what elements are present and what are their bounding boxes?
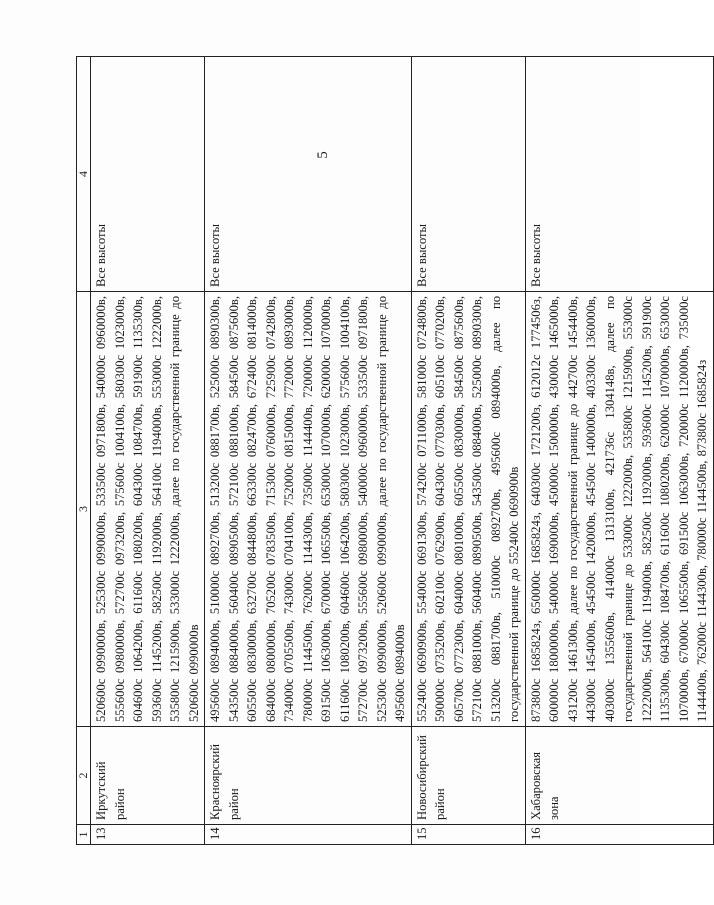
row-number: 13 — [91, 825, 205, 845]
zone-heights: Все высоты — [91, 57, 205, 292]
zone-coordinates: 873800с 1685824з, 650000с 1685824з, 640300с 1721200з, 612012с 1774506з, 600000с 1800000в, 540000с 1690000в, 450000с 1500000в, 430000с 1465000в, 431200с 1461300в, далее по государственной границе до 442700с 1454400в, 443000с 1454000в, 454500с 1420000в, 454500с 1400000в, 403300с 1360000в, 403000с 1355600в, 414000с 1313100в, 421736с 1304148в, далее по государственной границе до 533000с 1222000в, 535800с 1215900в, 553000с 1222000в, 564100с 1194000в, 582500с 1192000в, 593600с 1145200в, 591900с 1135300в, 604300с 1084700в, 611600с 1080200в, 620000с 1070000в, 653000с 1070000в, 670000с 1065500в, 691500с 1063000в, 720000с 1120000в, 735000с 1144400в, 762000с 1144300в, 780000с 1144500в, 873800с 1685824з — [525, 292, 713, 727]
page-number: 5 — [315, 151, 331, 159]
rotated-table-wrapper — [76, 57, 709, 845]
zone-coordinates: 552400с 0690900в, 554000с 0691300в, 574200с 0711000в, 581000с 0724800в, 590000с 0735200в, 602100с 0762900в, 604300с 0770300в, 605100с 0770200в, 605700с 0772300в, 604000с 0801000в, 605500с 0830000в, 584500с 0875600в, 572100с 0881000в, 560400с 0890500в, 543500с 0884000в, 525000с 0890300в, 513200с 0881700в, 510000с 0892700в, 495600с 0894000в, далее по государственной границе до 552400с 0690900в — [411, 292, 525, 727]
zone-heights: Все высоты — [411, 57, 525, 292]
col-header-2: 2 — [77, 727, 91, 825]
zone-heights: Все высоты — [205, 57, 412, 292]
zone-coordinates: 495600с 0894000в, 510000с 0892700в, 513200с 0881700в, 525000с 0890300в, 543500с 0884000в, 560400с 0890500в, 572100с 0881000в, 584500с 0875600в, 605500с 0830000в, 632700с 0844800в, 663300с 0824700в, 672400с 0814000в, 684000с 0800000в, 705200с 0783500в, 715300с 0760000в, 725900с 0742800в, 734000с 0705500в, 743000с 0704100в, 752000с 0815000в, 772000с 0893000в, 780000с 1144500в, 762000с 1144300в, 735000с 1144400в, 720000с 1120000в, 691500с 1063000в, 670000с 1065500в, 653000с 1070000в, 620000с 1070000в, 611600с 1080200в, 604600с 1064200в, 580300с 1023000в, 575600с 1004100в, 572700с 0973200в, 555600с 0980000в, 540000с 0960000в, 533500с 0971800в, 525300с 0990000в, 520600с 0990000в, далее по государственной границе до 495600с 0894000в — [205, 292, 412, 727]
header-row — [77, 57, 91, 845]
coordinates-table — [76, 56, 714, 845]
row-number: 14 — [205, 825, 412, 845]
zone-name: Иркутский район — [91, 727, 205, 825]
row-number: 15 — [411, 825, 525, 845]
zone-heights: Все высоты — [525, 57, 713, 292]
row-number: 16 — [525, 825, 713, 845]
table-row — [411, 57, 525, 845]
zone-name: Красноярский район — [205, 727, 412, 825]
zone-name: Хабаровская зона — [525, 727, 713, 825]
table-row — [91, 57, 205, 845]
table-row — [205, 57, 412, 845]
zone-coordinates: 520600с 0990000в, 525300с 0990000в, 533500с 0971800в, 540000с 0960000в, 555600с 0980000в, 572700с 0973200в, 575600с 1004100в, 580300с 1023000в, 604600с 1064200в, 611600с 1080200в, 604300с 1084700в, 591900с 1135300в, 593600с 1145200в, 582500с 1192000в, 564100с 1194000в, 553000с 1222000в, 535800с 1215900в, 533000с 1222000в, далее по государственной границе до 520600с 0990000в — [91, 292, 205, 727]
col-header-3: 3 — [77, 292, 91, 727]
table-row — [525, 57, 713, 845]
col-header-1: 1 — [77, 825, 91, 845]
zone-name: Новосибирский район — [411, 727, 525, 825]
col-header-4: 4 — [77, 57, 91, 292]
